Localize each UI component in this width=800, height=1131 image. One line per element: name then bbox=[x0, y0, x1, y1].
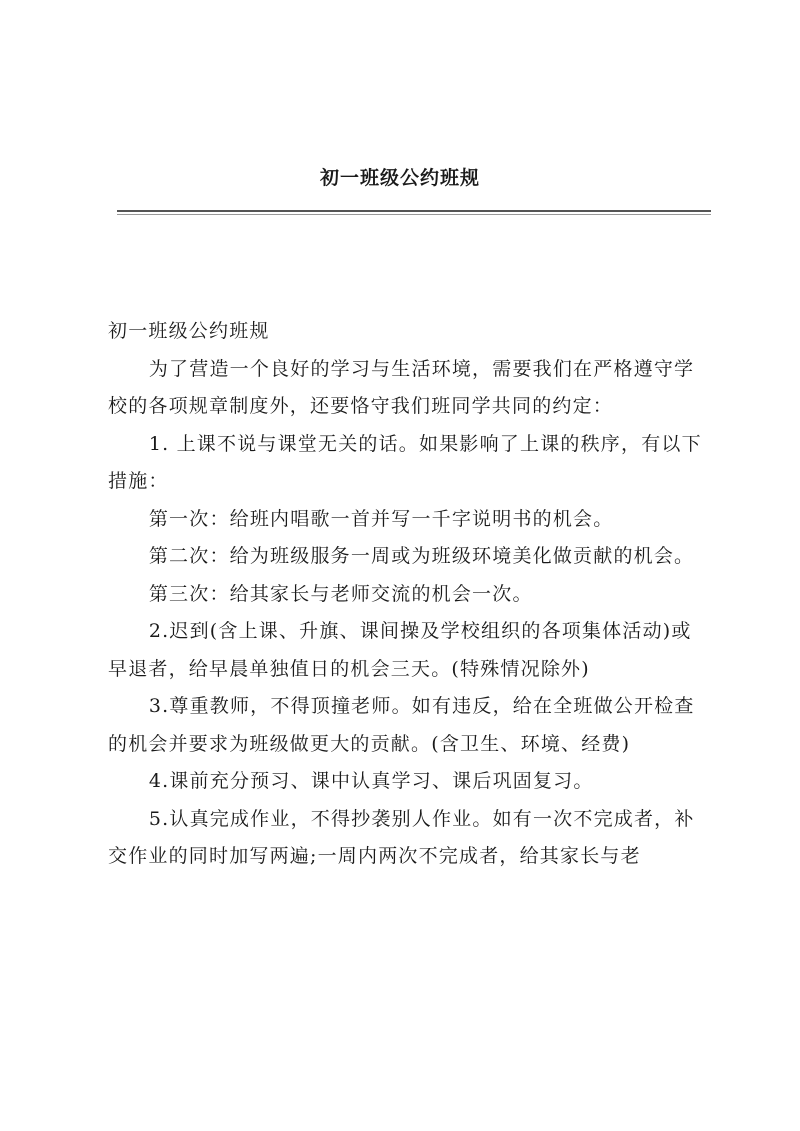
title-divider bbox=[117, 210, 711, 212]
title-divider-thin bbox=[117, 214, 711, 215]
paragraph-first-time: 第一次：给班内唱歌一首并写一千字说明书的机会。 bbox=[148, 507, 614, 530]
paragraph-rule-4: 4.课前充分预习、课中认真学习、课后巩固复习。 bbox=[148, 770, 594, 792]
paragraph-intro: 为了营造一个良好的学习与生活环境，需要我们在严格遵守学校的各项规章制度外，还要恪守我们班同学共同的约定： bbox=[108, 357, 695, 417]
paragraph-second-time: 第二次：给为班级服务一周或为班级环境美化做贡献的机会。 bbox=[148, 545, 695, 567]
paragraph-rule-2: 2.迟到(含上课、升旗、课间操及学校组织的各项集体活动)或早退者，给早晨单独值日的机会三天。(特殊情况除外) bbox=[108, 620, 692, 680]
paragraph-third-time: 第三次：给其家长与老师交流的机会一次。 bbox=[148, 582, 533, 605]
document-title: 初一班级公约班规 bbox=[319, 167, 480, 189]
paragraph-rule-5: 5.认真完成作业，不得抄袭别人作业。如有一次不完成者，补交作业的同时加写两遍;一周内两次不完成者，给其家长与老 bbox=[108, 807, 695, 867]
paragraph-rule-3: 3.尊重教师，不得顶撞老师。如有违反，给在全班做公开检查的机会并要求为班级做更大的贡献。(含卫生、环境、经费) bbox=[108, 695, 695, 755]
document-body bbox=[108, 313, 704, 876]
paragraph-rule-1: 1. 上课不说与课堂无关的话。如果影响了上课的秩序，有以下措施： bbox=[108, 432, 702, 492]
body-heading: 初一班级公约班规 bbox=[108, 320, 270, 342]
